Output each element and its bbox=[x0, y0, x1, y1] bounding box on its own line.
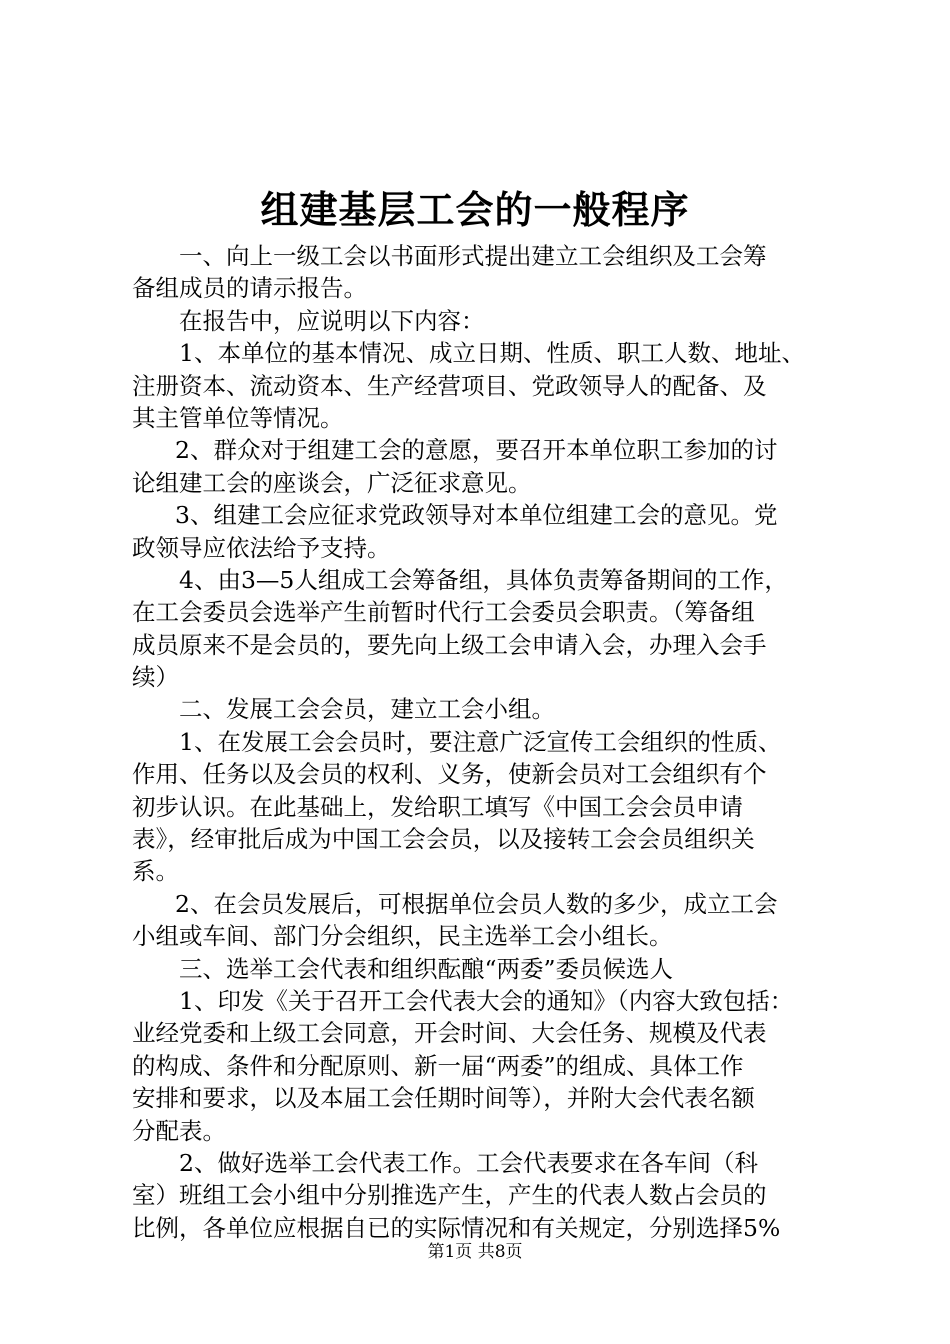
paragraph-line: 分配表。 bbox=[132, 1116, 226, 1145]
paragraph-line: 注册资本、流动资本、生产经营项目、党政领导人的配备、及 bbox=[132, 371, 767, 400]
paragraph-line: 1、印发《关于召开工会代表大会的通知》（内容大致包括： bbox=[179, 986, 794, 1015]
paragraph-line: 4、由3—5人组成工会筹备组，具体负责筹备期间的工作， bbox=[179, 565, 788, 594]
paragraph-line: 比例，各单位应根据自已的实际情况和有关规定，分别选择5% bbox=[132, 1213, 781, 1242]
paragraph-line: 的构成、条件和分配原则、新一届“两委”的组成、具体工作 bbox=[132, 1051, 744, 1080]
paragraph-line: 续） bbox=[132, 663, 179, 692]
document-title: 组建基层工会的一般程序 bbox=[260, 188, 690, 232]
paragraph-line: 2、做好选举工会代表工作。工会代表要求在各车间（科 bbox=[179, 1148, 758, 1177]
paragraph-line: 初步认识。在此基础上，发给职工填写《中国工会会员申请 bbox=[132, 792, 743, 821]
paragraph-line: 政领导应依法给予支持。 bbox=[132, 533, 391, 562]
paragraph-line: 2、在会员发展后，可根据单位会员人数的多少，成立工会 bbox=[175, 889, 778, 918]
paragraph-line: 1、在发展工会会员时，要注意广泛宣传工会组织的性质、 bbox=[179, 727, 782, 756]
paragraph-line: 室）班组工会小组中分别推选产生，产生的代表人数占会员的 bbox=[132, 1181, 767, 1210]
document-body bbox=[132, 240, 832, 1244]
paragraph-line: 3、组建工会应征求党政领导对本单位组建工会的意见。党 bbox=[175, 501, 778, 530]
paragraph-line: 业经党委和上级工会同意，开会时间、大会任务、规模及代表 bbox=[132, 1019, 767, 1048]
paragraph-line: 一、向上一级工会以书面形式提出建立工会组织及工会筹 bbox=[179, 242, 767, 270]
paragraph-line: 小组或车间、部门分会组织，民主选举工会小组长。 bbox=[132, 922, 673, 951]
paragraph-line: 二、发展工会会员，建立工会小组。 bbox=[179, 695, 555, 724]
paragraph-line: 其主管单位等情况。 bbox=[132, 403, 344, 432]
paragraph-line: 论组建工会的座谈会，广泛征求意见。 bbox=[132, 468, 532, 497]
paragraph-line: 在报告中，应说明以下内容： bbox=[179, 306, 485, 335]
paragraph-line: 在工会委员会选举产生前暂时代行工会委员会职责。（筹备组 bbox=[132, 598, 755, 627]
paragraph-line: 三、选举工会代表和组织酝酿“两委”委员候选人 bbox=[179, 954, 674, 983]
paragraph-line: 备组成员的请示报告。 bbox=[132, 274, 367, 303]
paragraph-line: 表》，经审批后成为中国工会会员，以及接转工会会员组织关 bbox=[132, 825, 755, 854]
page-footer: 第1页 共8页 bbox=[427, 1242, 523, 1262]
paragraph-line: 成员原来不是会员的，要先向上级工会申请入会，办理入会手 bbox=[132, 630, 767, 659]
paragraph-line: 安排和要求，以及本届工会任期时间等），并附大会代表名额 bbox=[132, 1084, 755, 1113]
paragraph-line: 1、本单位的基本情况、成立日期、性质、职工人数、地址、 bbox=[179, 339, 805, 368]
paragraph-line: 系。 bbox=[132, 857, 179, 886]
paragraph-line: 作用、任务以及会员的权利、义务，使新会员对工会组织有个 bbox=[132, 760, 767, 789]
paragraph-line: 2、群众对于组建工会的意愿，要召开本单位职工参加的讨 bbox=[175, 436, 778, 465]
